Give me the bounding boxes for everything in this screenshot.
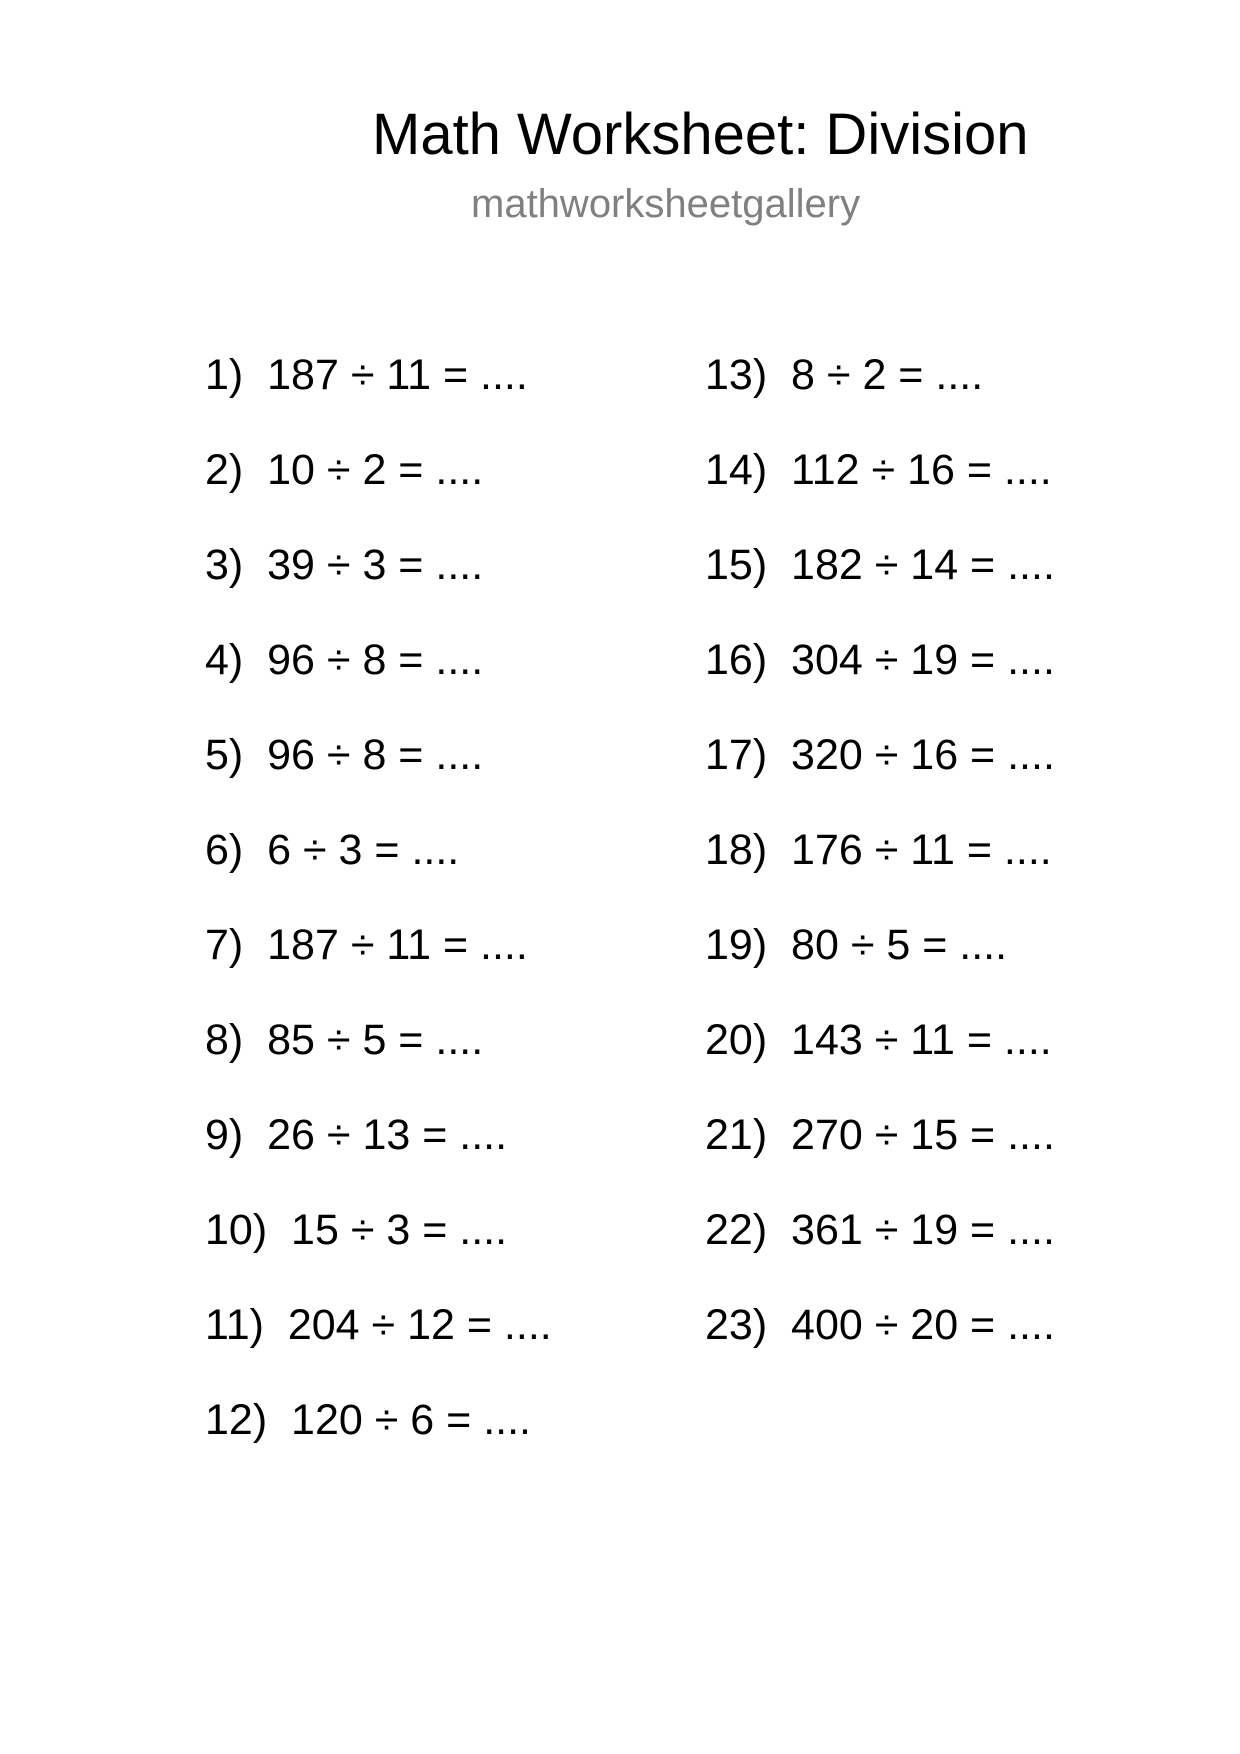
problem-item: 22) 361 ÷ 19 = .... [705,1206,1055,1254]
problem-item: 23) 400 ÷ 20 = .... [705,1301,1055,1349]
problem-item: 7) 187 ÷ 11 = .... [205,921,528,969]
problem-item: 21) 270 ÷ 15 = .... [705,1111,1055,1159]
worksheet-source-label: mathworksheetgallery [471,182,861,226]
problem-item: 14) 112 ÷ 16 = .... [705,446,1052,494]
problem-item: 10) 15 ÷ 3 = .... [205,1206,508,1254]
problem-item: 17) 320 ÷ 16 = .... [705,731,1055,779]
problem-item: 2) 10 ÷ 2 = .... [205,446,484,494]
worksheet-title: Math Worksheet: Division [372,102,1029,167]
problem-item: 9) 26 ÷ 13 = .... [205,1111,508,1159]
problem-item: 19) 80 ÷ 5 = .... [705,921,1008,969]
problem-item: 8) 85 ÷ 5 = .... [205,1016,484,1064]
problem-item: 12) 120 ÷ 6 = .... [205,1396,531,1444]
problem-item: 11) 204 ÷ 12 = .... [205,1301,552,1349]
problem-item: 1) 187 ÷ 11 = .... [205,351,528,399]
problem-item: 6) 6 ÷ 3 = .... [205,826,460,874]
problem-item: 13) 8 ÷ 2 = .... [705,351,984,399]
problem-item: 4) 96 ÷ 8 = .... [205,636,484,684]
problem-item: 3) 39 ÷ 3 = .... [205,541,484,589]
problem-item: 18) 176 ÷ 11 = .... [705,826,1052,874]
problem-item: 15) 182 ÷ 14 = .... [705,541,1055,589]
problem-item: 5) 96 ÷ 8 = .... [205,731,484,779]
problem-item: 20) 143 ÷ 11 = .... [705,1016,1052,1064]
problem-item: 16) 304 ÷ 19 = .... [705,636,1055,684]
